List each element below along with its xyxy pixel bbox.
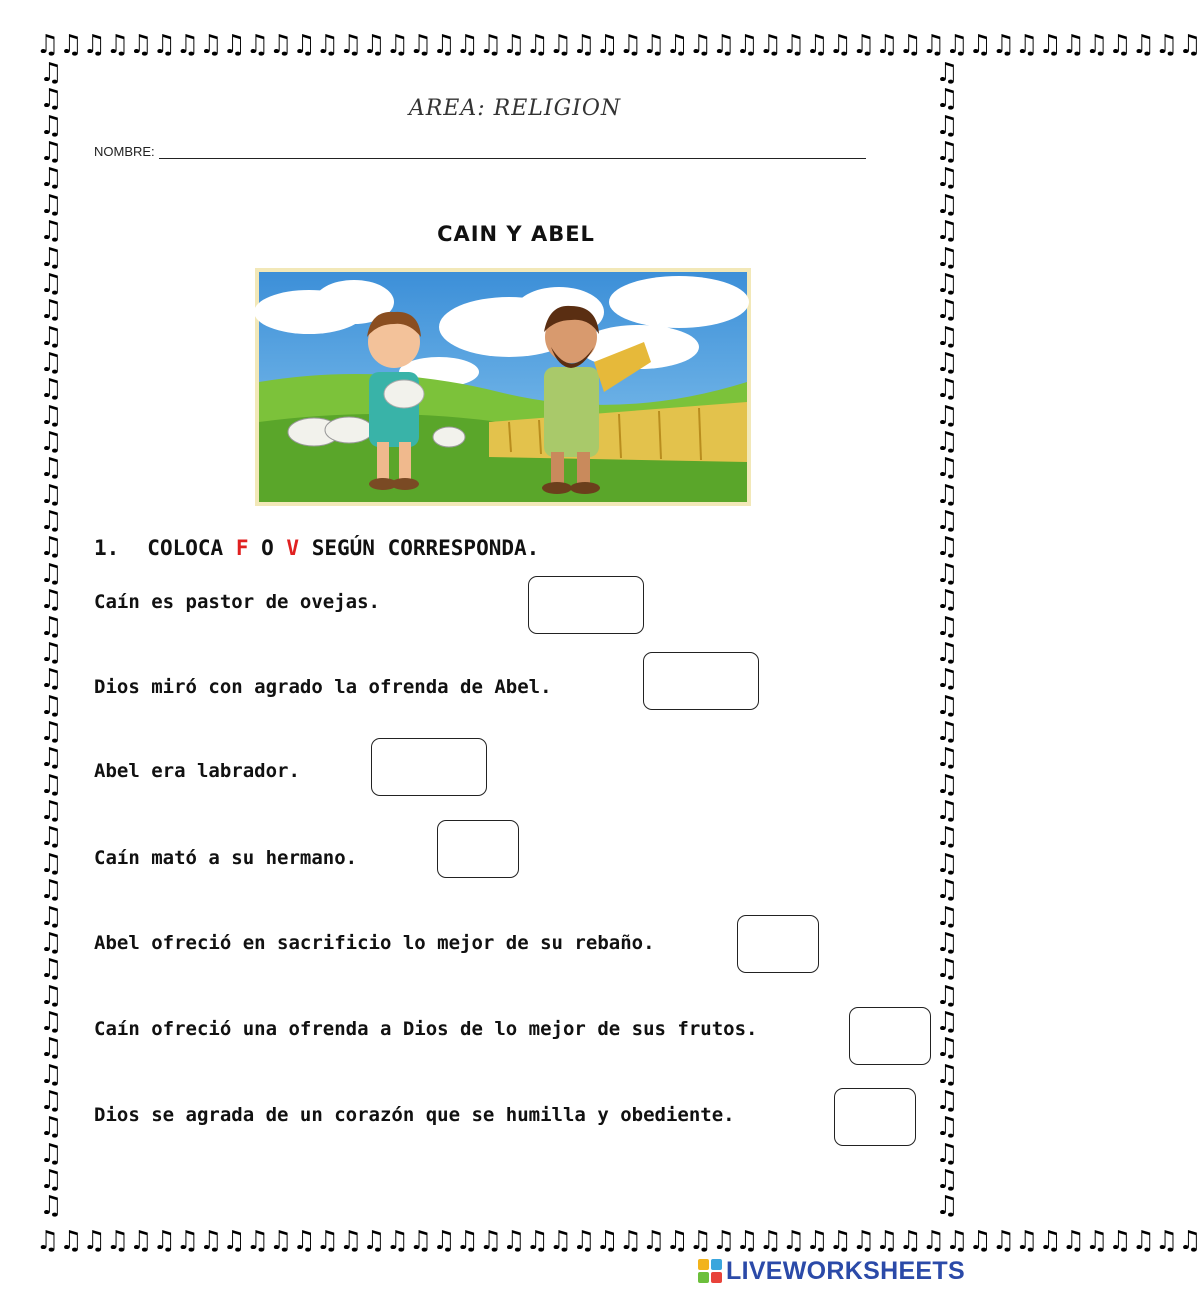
music-note-icon: ♫ [525,30,549,60]
music-note-icon: ♫ [935,1033,959,1064]
music-note-icon: ♫ [935,558,959,589]
instruction-text-before: COLOCA [147,536,236,560]
music-note-icon: ♫ [548,1226,573,1256]
music-note-icon: ♫ [991,1226,1016,1256]
music-note-icon: ♫ [245,30,270,60]
music-note-icon: ♫ [1155,30,1179,60]
music-note-icon: ♫ [712,30,736,60]
music-note-icon: ♫ [921,1226,946,1256]
music-note-icon: ♫ [935,506,959,537]
music-note-icon: ♫ [935,796,959,827]
music-note-icon: ♫ [39,1086,63,1117]
music-note-icon: ♫ [39,1006,63,1037]
music-note-icon: ♫ [39,664,63,695]
music-note-icon: ♫ [758,30,782,60]
music-note-icon: ♫ [665,30,689,60]
music-note-icon: ♫ [39,637,63,668]
music-note-icon: ♫ [642,1226,666,1256]
music-note-icon: ♫ [432,1226,456,1256]
answer-box-2[interactable] [643,652,759,710]
music-note-icon: ♫ [292,30,316,60]
music-note-icon: ♫ [269,1226,293,1256]
music-note-icon: ♫ [39,927,63,958]
statement-7: Dios se agrada de un corazón que se humilla y obediente. [94,1104,735,1126]
answer-box-7[interactable] [834,1088,916,1146]
music-note-icon: ♫ [39,796,63,827]
music-note-icon: ♫ [945,1226,969,1256]
music-note-icon: ♫ [525,1226,549,1256]
music-note-icon: ♫ [935,242,959,273]
music-note-icon: ♫ [935,927,959,958]
music-note-icon: ♫ [1085,1226,1109,1256]
music-note-icon: ♫ [39,954,63,985]
music-note-icon: ♫ [935,453,959,484]
music-note-icon: ♫ [385,30,409,60]
music-note-icon: ♫ [935,1112,959,1143]
music-note-icon: ♫ [935,901,959,932]
music-note-icon: ♫ [39,690,63,721]
music-note-icon: ♫ [935,137,959,168]
music-note-icon: ♫ [945,30,969,60]
music-note-icon: ♫ [1085,30,1109,60]
music-note-icon: ♫ [548,30,573,60]
logo-mark-icon [698,1259,722,1283]
music-note-icon: ♫ [935,743,959,774]
music-note-icon: ♫ [105,1226,130,1256]
music-note-icon: ♫ [36,30,60,60]
name-label: NOMBRE: [94,144,155,159]
statement-4: Caín mató a su hermano. [94,847,358,869]
music-note-icon: ♫ [935,427,959,458]
music-note-icon: ♫ [758,1226,782,1256]
music-note-icon: ♫ [39,268,63,299]
music-note-icon: ♫ [478,1226,503,1256]
music-note-icon: ♫ [935,637,959,668]
music-note-icon: ♫ [152,30,176,60]
music-note-icon: ♫ [595,30,619,60]
music-note-icon: ♫ [175,1226,200,1256]
music-note-icon: ♫ [1155,1226,1179,1256]
music-note-icon: ♫ [968,1226,992,1256]
instruction-letter-f: F [235,536,249,560]
music-note-icon: ♫ [642,30,666,60]
music-note-icon: ♫ [39,980,63,1011]
music-note-icon: ♫ [935,611,959,642]
statement-2: Dios miró con agrado la ofrenda de Abel. [94,676,552,698]
music-note-icon: ♫ [935,84,959,115]
music-note-icon: ♫ [39,163,63,194]
cain-abel-illustration [255,268,751,506]
music-note-icon: ♫ [315,1226,340,1256]
music-note-icon: ♫ [39,822,63,853]
music-note-icon: ♫ [921,30,946,60]
music-note-icon: ♫ [1038,30,1062,60]
music-note-icon: ♫ [39,58,63,88]
music-note-icon: ♫ [315,30,340,60]
music-note-icon: ♫ [828,30,852,60]
music-note-icon: ♫ [935,479,959,510]
music-note-icon: ♫ [385,1226,409,1256]
music-note-icon: ♫ [129,30,153,60]
logo-mark-tile [711,1272,722,1283]
instruction-letter-v: V [286,536,300,560]
music-note-icon: ♫ [222,1226,246,1256]
statement-3: Abel era labrador. [94,760,300,782]
music-note-icon: ♫ [828,1226,852,1256]
music-note-icon: ♫ [782,1226,806,1256]
music-note-icon: ♫ [618,1226,643,1256]
music-note-icon: ♫ [968,30,992,60]
music-note-icon: ♫ [782,30,806,60]
music-note-icon: ♫ [898,30,922,60]
music-note-icon: ♫ [39,716,63,747]
music-note-icon: ♫ [152,1226,176,1256]
music-note-icon: ♫ [935,163,959,194]
music-note-icon: ♫ [129,1226,153,1256]
music-note-icon: ♫ [935,716,959,747]
music-note-icon: ♫ [455,1226,479,1256]
music-note-icon: ♫ [1061,1226,1086,1256]
logo-mark-tile [698,1259,709,1270]
music-note-icon: ♫ [502,1226,526,1256]
music-note-icon: ♫ [572,1226,596,1256]
bottom-border [36,1226,1202,1256]
music-note-icon: ♫ [935,664,959,695]
name-underline [159,145,866,159]
music-note-icon: ♫ [59,1226,83,1256]
music-note-icon: ♫ [1108,1226,1132,1256]
music-note-icon: ♫ [935,1138,959,1169]
music-note-icon: ♫ [935,848,959,879]
music-note-icon: ♫ [935,1086,959,1117]
answer-box-3[interactable] [371,738,487,796]
logo-text: LIVEWORKSHEETS [726,1256,965,1285]
instruction-text-after: SEGÚN CORRESPONDA. [299,536,540,560]
music-note-icon: ♫ [105,30,130,60]
area-title: AREA: RELIGION [408,96,622,121]
music-note-icon: ♫ [935,268,959,299]
music-note-icon: ♫ [39,1112,63,1143]
music-note-icon: ♫ [39,532,63,563]
music-note-icon: ♫ [339,1226,363,1256]
music-note-icon: ♫ [39,479,63,510]
music-note-icon: ♫ [935,374,959,405]
instruction-number: 1. [94,536,120,560]
music-note-icon: ♫ [39,242,63,273]
music-note-icon: ♫ [1131,1226,1155,1256]
music-note-icon: ♫ [455,30,479,60]
music-note-icon: ♫ [688,1226,713,1256]
liveworksheets-logo [698,1256,965,1286]
instruction-heading [94,536,539,560]
music-note-icon: ♫ [362,30,386,60]
music-note-icon: ♫ [1178,30,1202,60]
music-note-icon: ♫ [935,690,959,721]
music-note-icon: ♫ [39,769,63,800]
music-note-icon: ♫ [1178,1226,1202,1256]
music-note-icon: ♫ [39,1165,63,1196]
music-note-icon: ♫ [935,980,959,1011]
music-note-icon: ♫ [39,585,63,616]
music-note-icon: ♫ [339,30,363,60]
music-note-icon: ♫ [409,1226,433,1256]
music-note-icon: ♫ [39,374,63,405]
music-note-icon: ♫ [898,1226,922,1256]
music-note-icon: ♫ [39,84,63,115]
music-note-icon: ♫ [805,30,829,60]
music-note-icon: ♫ [39,848,63,879]
music-note-icon: ♫ [222,30,246,60]
music-note-icon: ♫ [39,216,63,247]
music-note-icon: ♫ [735,1226,759,1256]
music-note-icon: ♫ [269,30,293,60]
music-note-icon: ♫ [39,427,63,458]
name-line [94,144,866,159]
music-note-icon: ♫ [39,189,63,220]
music-note-icon: ♫ [935,1059,959,1090]
music-note-icon: ♫ [39,1033,63,1064]
answer-box-5[interactable] [737,915,819,973]
music-note-icon: ♫ [39,506,63,537]
music-note-icon: ♫ [39,743,63,774]
music-note-icon: ♫ [1131,30,1155,60]
music-note-icon: ♫ [851,30,876,60]
music-note-icon: ♫ [39,1059,63,1090]
music-note-icon: ♫ [572,30,596,60]
music-note-icon: ♫ [935,1006,959,1037]
music-note-icon: ♫ [1108,30,1132,60]
music-note-icon: ♫ [362,1226,386,1256]
music-note-icon: ♫ [935,347,959,378]
music-note-icon: ♫ [39,611,63,642]
music-note-icon: ♫ [735,30,759,60]
music-note-icon: ♫ [1015,1226,1039,1256]
instruction-text-middle: O [248,536,287,560]
music-note-icon: ♫ [991,30,1016,60]
page-title: CAIN Y ABEL [437,222,595,246]
music-note-icon: ♫ [935,1191,959,1222]
music-note-icon: ♫ [199,30,223,60]
music-note-icon: ♫ [935,875,959,906]
music-note-icon: ♫ [39,901,63,932]
music-note-icon: ♫ [502,30,526,60]
statement-6: Caín ofreció una ofrenda a Dios de lo mejor de sus frutos. [94,1018,758,1040]
music-note-icon: ♫ [935,321,959,352]
statement-1: Caín es pastor de ovejas. [94,591,380,613]
music-note-icon: ♫ [82,1226,106,1256]
music-note-icon: ♫ [39,347,63,378]
music-note-icon: ♫ [82,30,106,60]
music-note-icon: ♫ [935,400,959,431]
music-note-icon: ♫ [292,1226,316,1256]
music-note-icon: ♫ [688,30,713,60]
music-note-icon: ♫ [935,532,959,563]
music-note-icon: ♫ [595,1226,619,1256]
music-note-icon: ♫ [935,58,959,88]
music-note-icon: ♫ [432,30,456,60]
music-note-icon: ♫ [39,1191,63,1222]
music-note-icon: ♫ [805,1226,829,1256]
music-note-icon: ♫ [618,30,643,60]
music-note-icon: ♫ [935,822,959,853]
music-note-icon: ♫ [199,1226,223,1256]
music-note-icon: ♫ [875,30,899,60]
music-note-icon: ♫ [39,321,63,352]
music-note-icon: ♫ [875,1226,899,1256]
music-note-icon: ♫ [478,30,503,60]
music-note-icon: ♫ [935,295,959,326]
music-note-icon: ♫ [935,585,959,616]
illustration-svg [259,272,747,502]
music-note-icon: ♫ [39,400,63,431]
music-note-icon: ♫ [935,1165,959,1196]
music-note-icon: ♫ [935,189,959,220]
music-note-icon: ♫ [935,110,959,141]
answer-box-1[interactable] [528,576,644,634]
music-note-icon: ♫ [1015,30,1039,60]
music-note-icon: ♫ [36,1226,60,1256]
music-note-icon: ♫ [1038,1226,1062,1256]
music-note-icon: ♫ [245,1226,270,1256]
answer-box-6[interactable] [849,1007,931,1065]
logo-mark-tile [711,1259,722,1270]
music-note-icon: ♫ [39,110,63,141]
music-note-icon: ♫ [935,954,959,985]
music-note-icon: ♫ [935,769,959,800]
music-note-icon: ♫ [39,295,63,326]
music-note-icon: ♫ [39,1138,63,1169]
music-note-icon: ♫ [39,453,63,484]
music-note-icon: ♫ [39,137,63,168]
top-border [36,30,1202,60]
music-note-icon: ♫ [935,216,959,247]
music-note-icon: ♫ [712,1226,736,1256]
music-note-icon: ♫ [39,875,63,906]
music-note-icon: ♫ [39,558,63,589]
answer-box-4[interactable] [437,820,519,878]
music-note-icon: ♫ [409,30,433,60]
music-note-icon: ♫ [175,30,200,60]
music-note-icon: ♫ [59,30,83,60]
logo-mark-tile [698,1272,709,1283]
music-note-icon: ♫ [1061,30,1086,60]
music-note-icon: ♫ [665,1226,689,1256]
music-note-icon: ♫ [851,1226,876,1256]
statement-5: Abel ofreció en sacrificio lo mejor de su rebaño. [94,932,655,954]
